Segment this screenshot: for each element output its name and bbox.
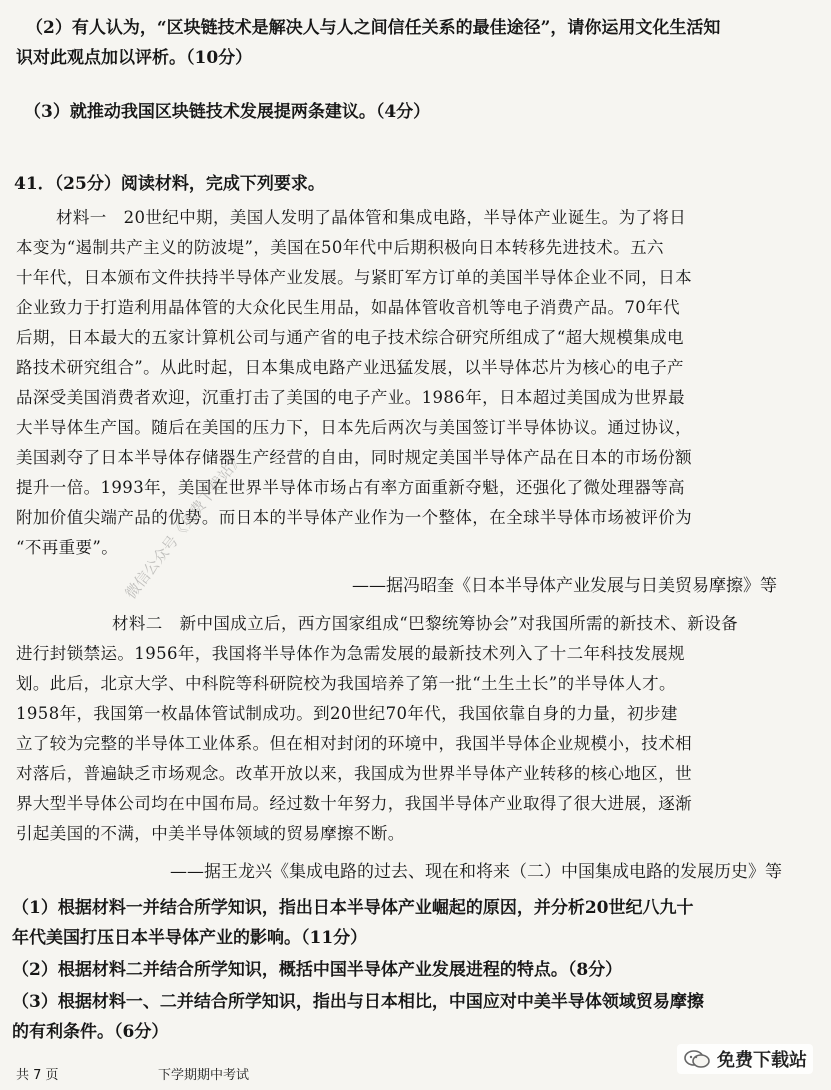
wechat-icon bbox=[683, 1049, 711, 1069]
page-count: 共 7 页 bbox=[16, 1068, 59, 1083]
material2-line: 材料二 新中国成立后，西方国家组成“巴黎统筹协会”对我国所需的新技术、新设备 bbox=[112, 614, 739, 633]
brand-logo bbox=[677, 1044, 813, 1074]
material1-line: 路技术研究组合”。从此时起，日本集成电路产业迅猛发展，以半导体芯片为核心的电子产 bbox=[16, 358, 684, 377]
brand-text: 免费下载站 bbox=[717, 1050, 807, 1071]
question-1-line1: （1）根据材料一并结合所学知识，指出日本半导体产业崛起的原因，并分析20世纪八九十 bbox=[12, 898, 694, 918]
material1-line: 附加价值尖端产品的优势。而日本的半导体产业作为一个整体，在全球半导体市场被评价为 bbox=[16, 508, 692, 527]
material1-line: 企业致力于打造利用晶体管的大众化民生用品，如晶体管收音机等电子消费产品。70年代 bbox=[16, 298, 680, 317]
material2-line: 对落后，普遍缺乏市场观念。改革开放以来，我国成为世界半导体产业转移的核心地区，世 bbox=[16, 764, 692, 783]
q40-part2-line2: 识对此观点加以评析。（10分） bbox=[16, 48, 253, 68]
material1-line: 提升一倍。1993年，美国在世界半导体市场占有率方面重新夺魁，还强化了微处理器等高 bbox=[16, 478, 685, 497]
material2-line: 引起美国的不满，中美半导体领域的贸易摩擦不断。 bbox=[16, 824, 405, 843]
question-3-line2: 的有利条件。（6分） bbox=[12, 1022, 169, 1042]
material1-line: 后期，日本最大的五家计算机公司与通产省的电子技术综合研究所组成了“超大规模集成电 bbox=[16, 328, 684, 347]
q40-part3: （3）就推动我国区块链技术发展提两条建议。（4分） bbox=[24, 102, 431, 122]
material1-line: 美国剥夺了日本半导体存储器生产经营的自由，同时规定美国半导体产品在日本的市场份额 bbox=[16, 448, 692, 467]
q41-header: 41．（25分）阅读材料，完成下列要求。 bbox=[14, 174, 325, 194]
material1-source: ——据冯昭奎《日本半导体产业发展与日美贸易摩擦》等 bbox=[352, 576, 777, 596]
watermark: 微信公众号《免费下载站》 bbox=[121, 449, 247, 603]
material2-source: ——据王龙兴《集成电路的过去、现在和将来（二）中国集成电路的发展历史》等 bbox=[170, 862, 782, 882]
material1-line: 材料一 20世纪中期，美国人发明了晶体管和集成电路，半导体产业诞生。为了将日 bbox=[56, 208, 687, 227]
question-2: （2）根据材料二并结合所学知识，概括中国半导体产业发展进程的特点。（8分） bbox=[12, 960, 623, 980]
material1-line: 大半导体生产国。随后在美国的压力下，日本先后两次与美国签订半导体协议。通过协议， bbox=[16, 418, 692, 437]
material2-line: 1958年，我国第一枚晶体管试制成功。到20世纪70年代，我国依靠自身的力量，初步建 bbox=[16, 704, 678, 723]
material1-line: 十年代，日本颁布文件扶持半导体产业发展。与紧盯军方订单的美国半导体企业不同，日本 bbox=[16, 268, 692, 287]
material2-line: 划。此后，北京大学、中科院等科研院校为我国培养了第一批“土生土长”的半导体人才。 bbox=[16, 674, 676, 693]
material2-line: 立了较为完整的半导体工业体系。但在相对封闭的环境中，我国半导体企业规模小，技术相 bbox=[16, 734, 692, 753]
material1-line: 本变为“遏制共产主义的防波堤”，美国在50年代中后期积极向日本转移先进技术。五六 bbox=[16, 238, 664, 257]
material2-line: 进行封锁禁运。1956年，我国将半导体作为急需发展的最新技术列入了十二年科技发展规 bbox=[16, 644, 685, 663]
q40-part2-line1: （2）有人认为，“区块链技术是解决人与人之间信任关系的最佳途径”，请你运用文化生活知 bbox=[26, 18, 721, 38]
exam-title: 下学期期中考试 bbox=[158, 1068, 250, 1083]
material2-line: 界大型半导体公司均在中国布局。经过数十年努力，我国半导体产业取得了很大进展，逐渐 bbox=[16, 794, 692, 813]
material1-line: “不再重要”。 bbox=[16, 538, 119, 557]
material1-line: 品深受美国消费者欢迎，沉重打击了美国的电子产业。1986年，日本超过美国成为世界最 bbox=[16, 388, 685, 407]
question-3-line1: （3）根据材料一、二并结合所学知识，指出与日本相比，中国应对中美半导体领域贸易摩擦 bbox=[12, 992, 704, 1012]
question-1-line2: 年代美国打压日本半导体产业的影响。（11分） bbox=[12, 928, 368, 948]
